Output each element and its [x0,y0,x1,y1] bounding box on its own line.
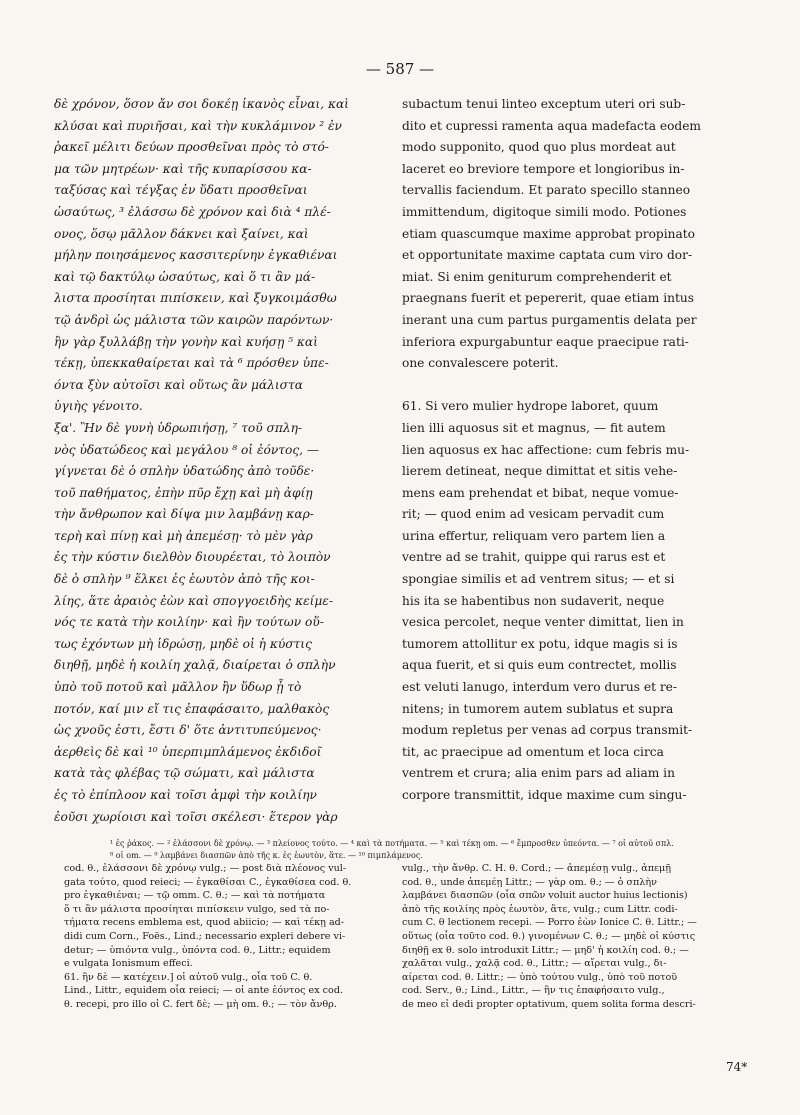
greek-line: διηθῇ, μηδὲ ἡ κοιλίη χαλᾷ, διαίρεται ὁ σπλὴν [54,658,336,673]
latin-line: et opportunitate maxime captata cum viro dor- [402,248,693,263]
note-line: τήματα recens emblema est, quod abiicio; — καὶ τέκῃ ad- [64,917,345,929]
greek-line: δὲ χρόνον, ὅσον ἄν σοι δοκέῃ ἱκανὸς εἶναι, καὶ [54,97,349,111]
latin-line: his ita se habentibus non sudaverit, neque [402,593,665,608]
greek-line: δὲ ὁ σπλὴν ⁹ ἕλκει ἐς ἑωυτὸν ἀπὸ τῆς κοι- [54,572,315,587]
latin-line: lien aquosus ex hac affectione: cum febris mu- [402,442,690,457]
latin-line: modum repletus per venas ad corpus transmit- [402,723,693,738]
greek-line: κλύσαι καὶ πυριῆσαι, καὶ τὴν κυκλάμινον ² ἐν [54,118,342,133]
greek-line: ποτόν, καί μιν εἴ τις ἐπαφάσαιτο, μαλθακὸς [54,701,330,716]
greek-line: ἢν γὰρ ξυλλάβῃ τὴν γονὴν καὶ κυήσῃ ⁵ καὶ [54,334,318,349]
greek-line: ἐς τὴν κύστιν διελθὸν διουρέεται, τὸ λοιπὸν [54,550,331,565]
latin-line: praegnans fuerit et pepererit, quae etiam intus [402,291,694,306]
note-line: cod. Serv., θ.; Lind., Littr., — ἢν τις ἐπαφήσαιτο vulg., [402,985,665,997]
greek-line: τως ἐχόντων μὴ ἱδρώσῃ, μηδὲ οἱ ἡ κύστις [54,636,312,651]
latin-line: tumorem attollitur ex potu, idque magis si is [402,636,678,651]
note-line: cod. θ., ἐλάσσονι δὲ χρόνῳ vulg.; — post διὰ πλέονος vul- [64,863,347,874]
footnote-line-2: ⁸ οἱ om. — ⁹ λαμβάνει διασπῶν ἀπὸ τῆς κ. ἐς ἑωυτὸν, ἅτε. — ¹⁰ πιμπλάμενος. [110,851,423,860]
note-line: 61. ἢν δὲ — κατέχειν.] οἱ αὐτοῦ vulg., οἷα τοῦ C. θ. [64,971,313,983]
latin-line: 61. Si vero mulier hydrope laboret, quum [402,399,659,414]
latin-line: ventre ad se trahit, quippe qui rarus est et [402,550,666,565]
greek-line: καὶ τῷ δακτύλῳ ὡσαύτως, καὶ ὅ τι ἂν μά- [54,269,316,284]
note-line: διηθῇ ex θ. solo introduxit Littr.; — μηδ' ἡ κοιλίη cod. θ.; — [402,944,689,956]
signature-mark: 74* [726,1060,748,1074]
latin-line: inferiora expurgabuntur eaque praecipue rati- [402,334,689,349]
note-line: gata τούτο, quod reieci; — ἐγκαθίσαι C., ἐγκαθίσεα cod. θ. [64,876,352,888]
latin-line: lierem detineat, neque dimittat et sitis vehe- [402,464,678,479]
latin-line: rit; — quod enim ad vesicam pervadit cum [402,507,665,522]
greek-line: τέκῃ, ὑπεκκαθαίρεται καὶ τὰ ⁶ πρόσθεν ὑπε- [54,356,329,371]
greek-line: ὡς χνοῦς ἐστι, ἔστι δ' ὅτε ἀντιτυπεύμενος· [54,723,322,738]
latin-line: miat. Si enim geniturum comprehenderit et [402,269,672,284]
note-line: χαλᾶται vulg., χαλᾷ cod. θ., Littr.; — αἴρεται vulg., δι- [402,958,667,970]
greek-line: νός τε κατὰ τὴν κοιλίην· καὶ ἢν τούτων οὕ- [54,615,324,630]
note-line: pro ἐγκαθιέναι; — τῷ omm. C. θ.; — καὶ τὰ ποτήματα [64,890,326,902]
greek-line: γίγνεται δὲ ὁ σπλὴν ὑδατώδης ἀπὸ τοῦδε· [54,464,315,479]
greek-line: μα τῶν μητρέων· καὶ τῆς κυπαρίσσου κα- [54,161,312,176]
greek-line: ὑγιὴς γένοιτο. [54,399,143,414]
latin-line: est veluti lanugo, interdum vero durus et re- [402,680,677,695]
greek-line: κατὰ τὰς φλέβας τῷ σώματι, καὶ μάλιστα [54,766,315,781]
greek-line: τὴν ἄνθρωπον καὶ δίψα μιν λαμβάνῃ καρ- [54,507,314,522]
note-line: vulg., τὴν ἄνθρ. C. H. θ. Cord.; — ἀπεμέσῃ vulg., ἀπεμῇ [402,863,671,874]
latin-line: lien illi aquosus sit et magnus, — fit autem [402,420,666,435]
footnote-line-1: ¹ ἐς ῥάκος. — ² ἐλάσσονι δὲ χρόνῳ. — ³ πλείονος τούτο. — ⁴ καὶ τὰ ποτήματα. — ⁵ καὶ τέκῃ om. — ⁶ ἔμπροσθεν ὑπεόντα. — ⁷ οἱ αὐτοῦ σπλ. [110,839,674,848]
greek-line: τῷ ἀνδρὶ ὡς μάλιστα τῶν καιρῶν παρόντων· [54,312,334,327]
latin-line: corpore transmittit, idque maxime cum singu- [402,788,687,802]
greek-line: τοῦ παθήματος, ἐπὴν πῦρ ἔχῃ καὶ μὴ ἀφίῃ [54,485,313,500]
critical-notes-left [64,862,394,1012]
note-line: θ. recepi, pro illo οἱ C. fert δὲ; — μὴ om. θ.; — τὸν ἄνθρ. [64,998,337,1010]
note-line: οὕτως (οἷα τοῦτο cod. θ.) γινομένων C. θ.; — μηδὲ οἱ κύστις [402,930,696,942]
greek-line: ὡσαύτως, ³ ἐλάσσω δὲ χρόνον καὶ διὰ ⁴ πλέ- [54,204,331,219]
latin-line: ventrem et crura; alia enim pars ad aliam in [402,766,675,781]
latin-line: laceret eo breviore tempore et longioribus in- [402,161,685,176]
greek-line: ξα'. Ἢν δὲ γυνὴ ὑδρωπιήσῃ, ⁷ τοῦ σπλη- [54,420,303,435]
greek-line: τερὴ καὶ πίνῃ καὶ μὴ ἀπεμέσῃ· τὸ μὲν γὰρ [54,528,313,543]
latin-line: one convalescere poterit. [402,356,559,371]
greek-line: λίης, ἅτε ἀραιὸς ἐὼν καὶ σπογγοειδὴς κείμε- [54,593,333,608]
note-line: ὅ τι ἂν μάλιστα προσίηται πιπίσκειν vulgo, sed τὰ πο- [64,903,330,915]
note-line: ἀπὸ τῆς κοιλίης πρὸς ἑωυτὸν, ἅτε, vulg.; cum Littr. codi- [402,903,678,915]
note-line: cod. θ., unde ἀπεμέῃ Littr.; — γὰρ om. θ.; — ὁ σπλὴν [402,876,657,888]
note-line: e vulgata Ionismum effeci. [64,958,193,970]
latin-line: modo supponito, quod quo plus mordeat aut [402,140,676,155]
latin-line: tit, ac praecipue ad omentum et loca circa [402,744,664,759]
note-line: detur; — ὑπιόντα vulg., ὑπόντα cod. θ., Littr.; equidem [64,944,331,956]
latin-line: aqua fuerit, et si quis eum contrectet, mollis [402,658,677,673]
greek-line: ἐς τὸ ἐπίπλοον καὶ τοῖσι ἀμφὶ τὴν κοιλίην [54,788,317,802]
greek-line: ταξύσας καὶ τέγξας ἐν ὕδατι προσθεῖναι [54,183,308,198]
latin-line: immittendum, digitoque simili modo. Potiones [402,204,687,219]
greek-text-column [54,94,400,828]
latin-line: nitens; in tumorem autem sublatus et supra [402,701,674,716]
greek-line: όντα ξὺν αὐτοῖσι καὶ οὕτως ἂν μάλιστα [54,377,303,392]
greek-line: ἐοῦσι χωρίοισι καὶ τοῖσι σκέλεσι· ἕτερον γὰρ [54,809,338,824]
greek-line: νὸς ὑδατώδεος καὶ μεγάλου ⁸ οἱ ἐόντος, — [54,442,320,457]
latin-line: subactum tenui linteo exceptum uteri ori sub- [402,97,686,111]
note-line: αίρεται cod. θ. Littr.; — ὑπὸ τούτου vulg., ὑπὸ τοῦ ποτοῦ [402,971,678,983]
latin-line: etiam quascumque maxime approbat propinato [402,226,695,241]
note-line: de meo εἰ dedi propter optativum, quem solita forma descri- [402,998,696,1010]
latin-line: vesica percolet, neque venter dimittat, lien in [402,615,684,630]
latin-line: spongiae similis et ad ventrem situs; — et si [402,572,675,587]
note-line: λαμβάνει διασπῶν (οἷα σπῶν voluit auctor huius lectionis) [402,890,688,902]
latin-line [402,375,748,397]
greek-line: ὑπὸ τοῦ ποτοῦ καὶ μᾶλλον ἢν ὕδωρ ᾖ τὸ [54,680,302,695]
greek-line: ονος, ὅσῳ μᾶλλον δάκνει καὶ ξαίνει, καὶ [54,226,309,241]
greek-line: λιστα προσίηται πιπίσκειν, καὶ ξυγκοιμάσθω [54,291,337,306]
greek-line: μήλην ποιησάμενος κασσιτερίνην ἐγκαθιέναι [54,248,338,263]
latin-line: mens eam prehendat et bibat, neque vomue- [402,485,679,500]
latin-line: urina effertur, reliquam vero partem lien a [402,528,666,543]
note-line: cum C. θ lectionem recepi. — Porro ἐὼν Ionice C. θ. Littr.; — [402,917,697,929]
latin-line: tervallis faciendum. Et parato specillo stanneo [402,183,691,198]
page-number: — 587 — [365,60,435,78]
note-line: Lind., Littr., equidem οἷα reieci; — οἱ ante ἐόντος ex cod. [64,985,344,997]
note-line: didi cum Corn., Foës., Lind.; necessario expleri debere vi- [64,930,346,942]
latin-line: inerant una cum partus purgamentis delata per [402,312,697,327]
critical-notes-right [402,862,748,1012]
latin-line: dito et cupressi ramenta aqua madefacta eodem [402,118,701,133]
latin-text-column [402,94,748,807]
greek-line: ῥακεῖ μέλιτι δεύων προσθεῖναι πρὸς τὸ στό- [54,140,329,155]
greek-line: ἀερθεὶς δὲ καὶ ¹⁰ ὑπερπιμπλάμενος ἐκδιδοῖ [54,744,322,759]
